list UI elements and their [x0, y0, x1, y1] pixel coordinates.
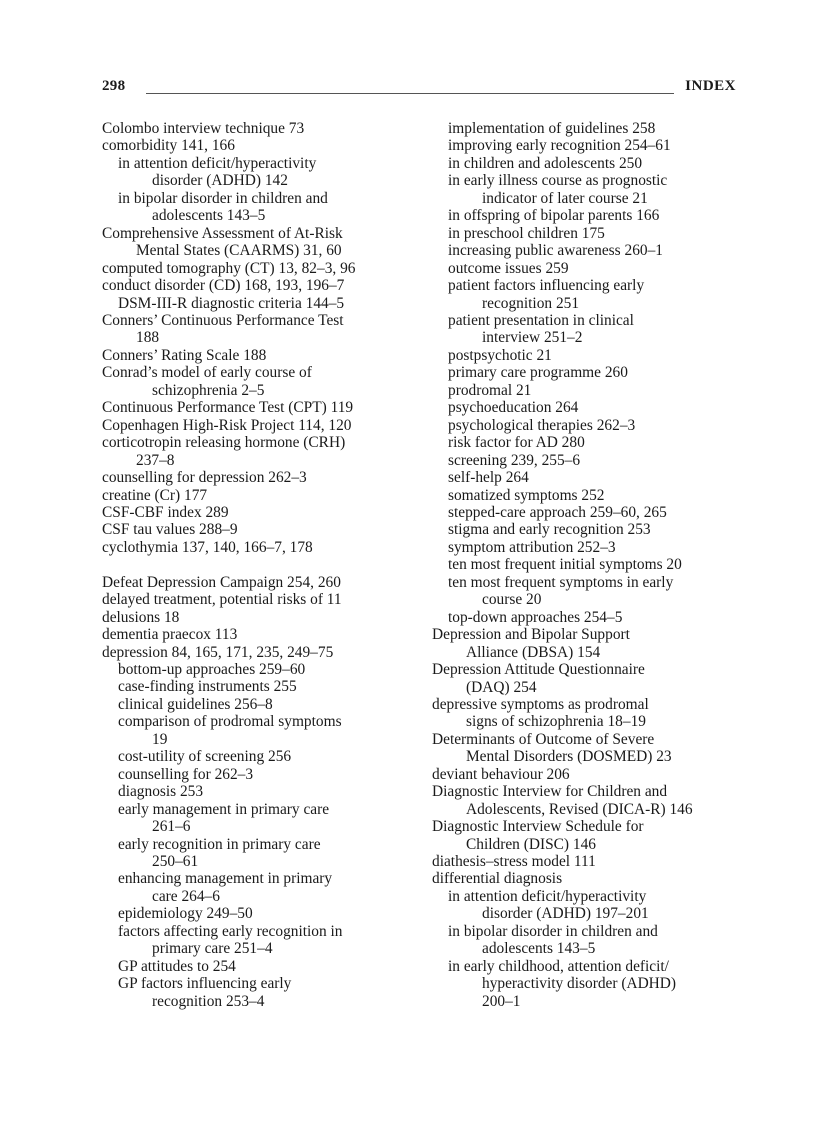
index-entry: Comprehensive Assessment of At-Risk	[102, 224, 343, 242]
index-column-left	[102, 120, 414, 1010]
index-entry: Defeat Depression Campaign 254, 260	[102, 573, 341, 591]
index-entry: delusions 18	[102, 608, 180, 626]
index-entry: improving early recognition 254–61	[448, 137, 671, 155]
index-entry: patient presentation in clinical	[448, 311, 634, 329]
index-entry: stigma and early recognition 253	[448, 521, 651, 539]
index-entry: delayed treatment, potential risks of 11	[102, 591, 342, 609]
index-entry: recognition 251	[482, 294, 580, 312]
index-entry: corticotropin releasing hormone (CRH)	[102, 434, 346, 452]
index-entry: care 264–6	[152, 887, 220, 905]
index-entry: in preschool children 175	[448, 224, 605, 242]
index-entry: Determinants of Outcome of Severe	[432, 730, 655, 748]
index-entry: ten most frequent symptoms in early	[448, 573, 674, 591]
index-entry: enhancing management in primary	[118, 870, 333, 888]
index-entry: course 20	[482, 591, 542, 609]
index-entry: Diagnostic Interview Schedule for	[432, 818, 644, 836]
index-entry: conduct disorder (CD) 168, 193, 196–7	[102, 277, 345, 295]
index-entry: recognition 253–4	[152, 992, 265, 1010]
index-entry: adolescents 143–5	[152, 207, 266, 225]
index-entry: CSF-CBF index 289	[102, 503, 229, 521]
index-entry: prodromal 21	[448, 381, 532, 399]
index-entry: implementation of guidelines 258	[448, 120, 656, 137]
index-entry: 250–61	[152, 853, 199, 871]
index-entry: stepped-care approach 259–60, 265	[448, 503, 667, 521]
index-entry: cyclothymia 137, 140, 166–7, 178	[102, 538, 313, 556]
index-column-right	[432, 120, 744, 1010]
index-entry: screening 239, 255–6	[448, 451, 581, 469]
index-entry: Alliance (DBSA) 154	[466, 643, 601, 661]
index-entry: in bipolar disorder in children and	[118, 189, 328, 207]
index-entry: disorder (ADHD) 142	[152, 172, 288, 190]
index-entry: Continuous Performance Test (CPT) 119	[102, 399, 354, 417]
index-entry: Conners’ Rating Scale 188	[102, 346, 267, 364]
index-entry: clinical guidelines 256–8	[118, 695, 273, 713]
index-entry: Mental States (CAARMS) 31, 60	[136, 242, 342, 260]
index-entry: cost-utility of screening 256	[118, 748, 292, 766]
index-entry: 19	[152, 730, 168, 748]
index-entry: 188	[136, 329, 160, 347]
index-entry: signs of schizophrenia 18–19	[466, 713, 646, 731]
index-entry: in bipolar disorder in children and	[448, 922, 658, 940]
index-entry: schizophrenia 2–5	[152, 381, 265, 399]
index-spacer	[102, 556, 414, 573]
index-entry: case-finding instruments 255	[118, 678, 297, 696]
index-entry: Depression Attitude Questionnaire	[432, 661, 645, 679]
index-entry: hyperactivity disorder (ADHD)	[482, 975, 677, 993]
index-entry: counselling for 262–3	[118, 765, 254, 783]
index-entry: in attention deficit/hyperactivity	[118, 154, 317, 172]
index-entry: risk factor for AD 280	[448, 434, 585, 452]
index-entry: disorder (ADHD) 197–201	[482, 905, 649, 923]
index-entry: bottom-up approaches 259–60	[118, 661, 306, 679]
index-entry: GP attitudes to 254	[118, 957, 236, 975]
index-entry: increasing public awareness 260–1	[448, 242, 663, 260]
index-entry: in children and adolescents 250	[448, 154, 643, 172]
index-entry: interview 251–2	[482, 329, 583, 347]
index-entry: (DAQ) 254	[466, 678, 537, 696]
index-entry: 261–6	[152, 818, 191, 836]
index-entry: Conrad’s model of early course of	[102, 364, 312, 382]
index-entry: Conners’ Continuous Performance Test	[102, 311, 344, 329]
index-entry: comorbidity 141, 166	[102, 137, 235, 155]
page-number: 298	[102, 78, 126, 94]
index-entry: 200–1	[482, 992, 521, 1010]
index-entry: symptom attribution 252–3	[448, 538, 616, 556]
index-entry: deviant behaviour 206	[432, 765, 570, 783]
index-entry: patient factors influencing early	[448, 277, 645, 295]
index-entry: DSM-III-R diagnostic criteria 144–5	[118, 294, 345, 312]
index-entry: differential diagnosis	[432, 870, 563, 888]
index-entry: Colombo interview technique 73	[102, 120, 305, 137]
index-entry: postpsychotic 21	[448, 346, 552, 364]
index-entry: somatized symptoms 252	[448, 486, 605, 504]
index-entry: in attention deficit/hyperactivity	[448, 887, 647, 905]
index-entry: diagnosis 253	[118, 783, 204, 801]
index-entry: primary care 251–4	[152, 940, 273, 958]
index-entry: in early illness course as prognostic	[448, 172, 668, 190]
index-entry: dementia praecox 113	[102, 626, 238, 644]
index-entry: in early childhood, attention deficit/	[448, 957, 669, 975]
index-entry: factors affecting early recognition in	[118, 922, 343, 940]
index-entry: Copenhagen High-Risk Project 114, 120	[102, 416, 352, 434]
index-entry: primary care programme 260	[448, 364, 628, 382]
index-entry: diathesis–stress model 111	[432, 853, 596, 871]
index-entry: Diagnostic Interview for Children and	[432, 783, 668, 801]
index-entry: depressive symptoms as prodromal	[432, 695, 649, 713]
index-entry: ten most frequent initial symptoms 20	[448, 556, 682, 574]
header-rule	[146, 93, 674, 94]
index-entry: top-down approaches 254–5	[448, 608, 623, 626]
index-entry: counselling for depression 262–3	[102, 469, 307, 487]
index-entry: in offspring of bipolar parents 166	[448, 207, 660, 225]
index-entry: indicator of later course 21	[482, 189, 648, 207]
index-entry: early recognition in primary care	[118, 835, 321, 853]
index-entry: depression 84, 165, 171, 235, 249–75	[102, 643, 334, 661]
index-entry: epidemiology 249–50	[118, 905, 253, 923]
index-entry: comparison of prodromal symptoms	[118, 713, 342, 731]
index-entry: Children (DISC) 146	[466, 835, 596, 853]
index-entry: GP factors influencing early	[118, 975, 292, 993]
index-entry: creatine (Cr) 177	[102, 486, 208, 504]
index-entry: Depression and Bipolar Support	[432, 626, 630, 644]
index-entry: CSF tau values 288–9	[102, 521, 238, 539]
index-entry: outcome issues 259	[448, 259, 569, 277]
page-header	[102, 78, 736, 100]
index-entry: adolescents 143–5	[482, 940, 596, 958]
index-entry: Adolescents, Revised (DICA-R) 146	[466, 800, 693, 818]
index-entry: computed tomography (CT) 13, 82–3, 96	[102, 259, 356, 277]
index-entry: psychological therapies 262–3	[448, 416, 636, 434]
index-entry: self-help 264	[448, 469, 529, 487]
index-entry: 237–8	[136, 451, 175, 469]
index-entry: early management in primary care	[118, 800, 330, 818]
index-entry: psychoeducation 264	[448, 399, 579, 417]
index-entry: Mental Disorders (DOSMED) 23	[466, 748, 672, 766]
section-title: INDEX	[685, 78, 736, 94]
